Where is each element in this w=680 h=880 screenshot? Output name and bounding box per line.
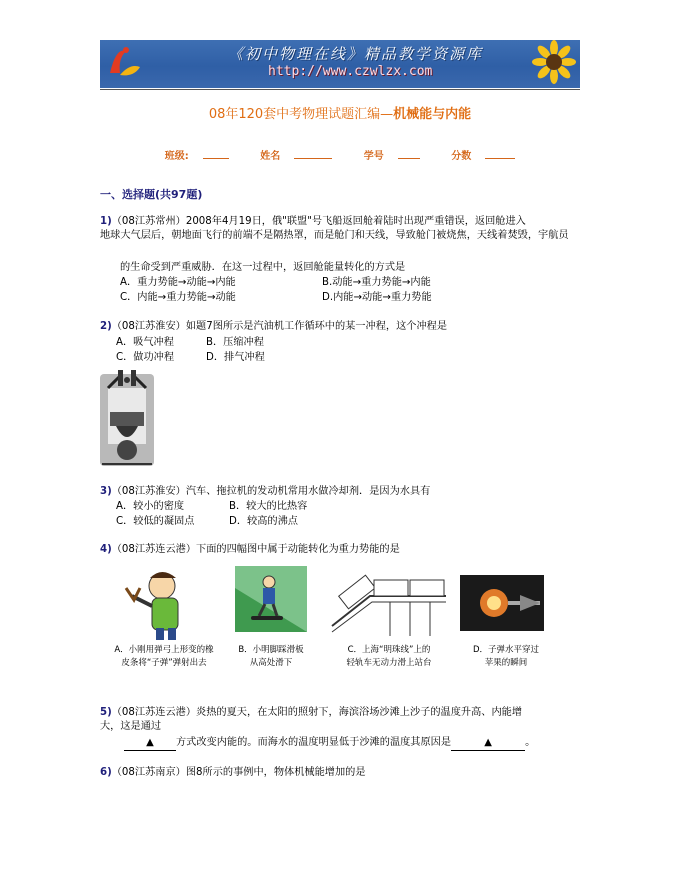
number-blank[interactable]: [398, 149, 420, 159]
score-label: 分数: [451, 151, 472, 162]
q3-option-a[interactable]: A．较小的密度: [116, 501, 185, 512]
sunflower-icon: [524, 40, 578, 88]
question-5-line-1: [100, 706, 522, 720]
bullet-apple-figure: [460, 575, 544, 631]
q3-option-c[interactable]: C．较低的凝固点: [116, 516, 195, 527]
title-prefix: 08年120套中考物理试题汇编—: [208, 107, 394, 122]
question-text: （08江苏淮安）如题7图所示是汽油机工作循环中的某一冲程，这个冲程是: [111, 321, 448, 332]
caption-d: [460, 644, 552, 670]
fill-end-text: 。: [525, 737, 536, 748]
triangle-marker-icon: ▲: [484, 737, 492, 748]
score-blank[interactable]: [485, 149, 515, 159]
number-label: 学号: [363, 151, 384, 162]
fill-mid-text: 方式改变内能的。而海水的温度明显低于沙滩的温度其原因是: [176, 737, 452, 748]
question-text: （08江苏连云港）下面的四幅图中属于动能转化为重力势能的是: [111, 544, 400, 555]
engine-cylinder-figure: [98, 368, 156, 468]
q2-option-b[interactable]: B．压缩冲程: [206, 337, 264, 348]
name-label: 姓名: [260, 151, 281, 162]
question-1-line-3: 的生命受到严重威胁．在这一过程中，返回舱能量转化的方式是: [120, 262, 406, 273]
question-number: 3): [100, 486, 112, 497]
name-blank[interactable]: [294, 149, 332, 159]
banner-url: http://www.czwlzx.com: [268, 64, 433, 79]
q3-option-b[interactable]: B．较大的比热容: [229, 501, 308, 512]
site-banner: [100, 40, 580, 88]
header-rule: [100, 89, 580, 90]
caption-d-line-1: D．子弹水平穿过: [472, 645, 540, 655]
caption-a: [104, 644, 224, 670]
q1-option-c[interactable]: C．内能→重力势能→动能: [120, 292, 236, 303]
question-1-line-2: 地球大气层后，朝地面飞行的前端不是隔热罩，而是舱门和天线，导致舱门被烧焦，天线着焚毁，宇航员: [100, 230, 569, 241]
caption-a-line-2: 皮条将“子弹”弹射出去: [121, 658, 207, 668]
question-text: （08江苏南京）图8所示的事例中，物体机械能增加的是: [111, 767, 366, 778]
student-info-line: [0, 147, 680, 162]
caption-a-line-1: A．小刚用弹弓上形变的橡: [114, 645, 214, 655]
question-text: （08江苏连云港）炎热的夏天，在太阳的照射下，海滨浴场沙滩上沙子的温度升高、内能增: [111, 707, 523, 718]
title-main: 机械能与内能: [393, 107, 472, 122]
class-label: 班级:: [164, 151, 189, 162]
question-5-fill-line: [124, 736, 535, 751]
class-blank[interactable]: [203, 149, 229, 159]
skateboarder-figure: [235, 566, 307, 632]
q1-option-a[interactable]: A．重力势能→动能→内能: [120, 277, 236, 288]
question-text: （08江苏常州）2008年4月19日，俄"联盟"号飞船返回舱着陆时出现严重错误，返回舱进入: [111, 216, 526, 227]
q1-option-b[interactable]: B.动能→重力势能→内能: [322, 277, 431, 288]
section-heading: 一、选择题(共97题): [100, 188, 203, 201]
question-text: （08江苏淮安）汽车、拖拉机的发动机常用水做冷却剂．是因为水具有: [111, 486, 431, 497]
banner-title: 《初中物理在线》精品教学资源库: [228, 45, 484, 63]
question-number: 5): [100, 707, 112, 718]
question-6-line-1: [100, 766, 366, 780]
caption-b: [232, 644, 310, 670]
question-3-line-1: [100, 485, 430, 499]
caption-c-line-2: 轻轨车无动力滑上站台: [346, 658, 432, 668]
question-5-line-2: 大，这是通过: [100, 721, 162, 732]
site-logo-icon: [104, 43, 144, 83]
caption-c: [330, 644, 448, 670]
question-2-line-1: [100, 320, 447, 334]
triangle-marker-icon: ▲: [146, 737, 154, 748]
question-1-line-1: [100, 215, 526, 229]
caption-b-line-1: B．小明脚踩滑板: [238, 645, 304, 655]
document-title: [0, 103, 680, 122]
q1-option-d[interactable]: D.内能→动能→重力势能: [322, 292, 432, 303]
caption-d-line-2: 苹果的瞬间: [484, 658, 528, 668]
question-number: 2): [100, 321, 112, 332]
fill-blank-2[interactable]: [451, 736, 525, 751]
question-4-line-1: [100, 543, 400, 557]
slingshot-boy-figure: [118, 566, 210, 642]
question-number: 4): [100, 544, 112, 555]
q2-option-c[interactable]: C．做功冲程: [116, 352, 175, 363]
question-number: 1): [100, 216, 112, 227]
q3-option-d[interactable]: D．较高的沸点: [229, 516, 298, 527]
q2-option-a[interactable]: A．吸气冲程: [116, 337, 174, 348]
light-rail-figure: [330, 566, 448, 638]
caption-c-line-1: C．上海“明珠线”上的: [347, 645, 431, 655]
fill-blank-1[interactable]: [124, 736, 176, 751]
q2-option-d[interactable]: D．排气冲程: [206, 352, 265, 363]
caption-b-line-2: 从高处滑下: [249, 658, 293, 668]
question-number: 6): [100, 767, 112, 778]
